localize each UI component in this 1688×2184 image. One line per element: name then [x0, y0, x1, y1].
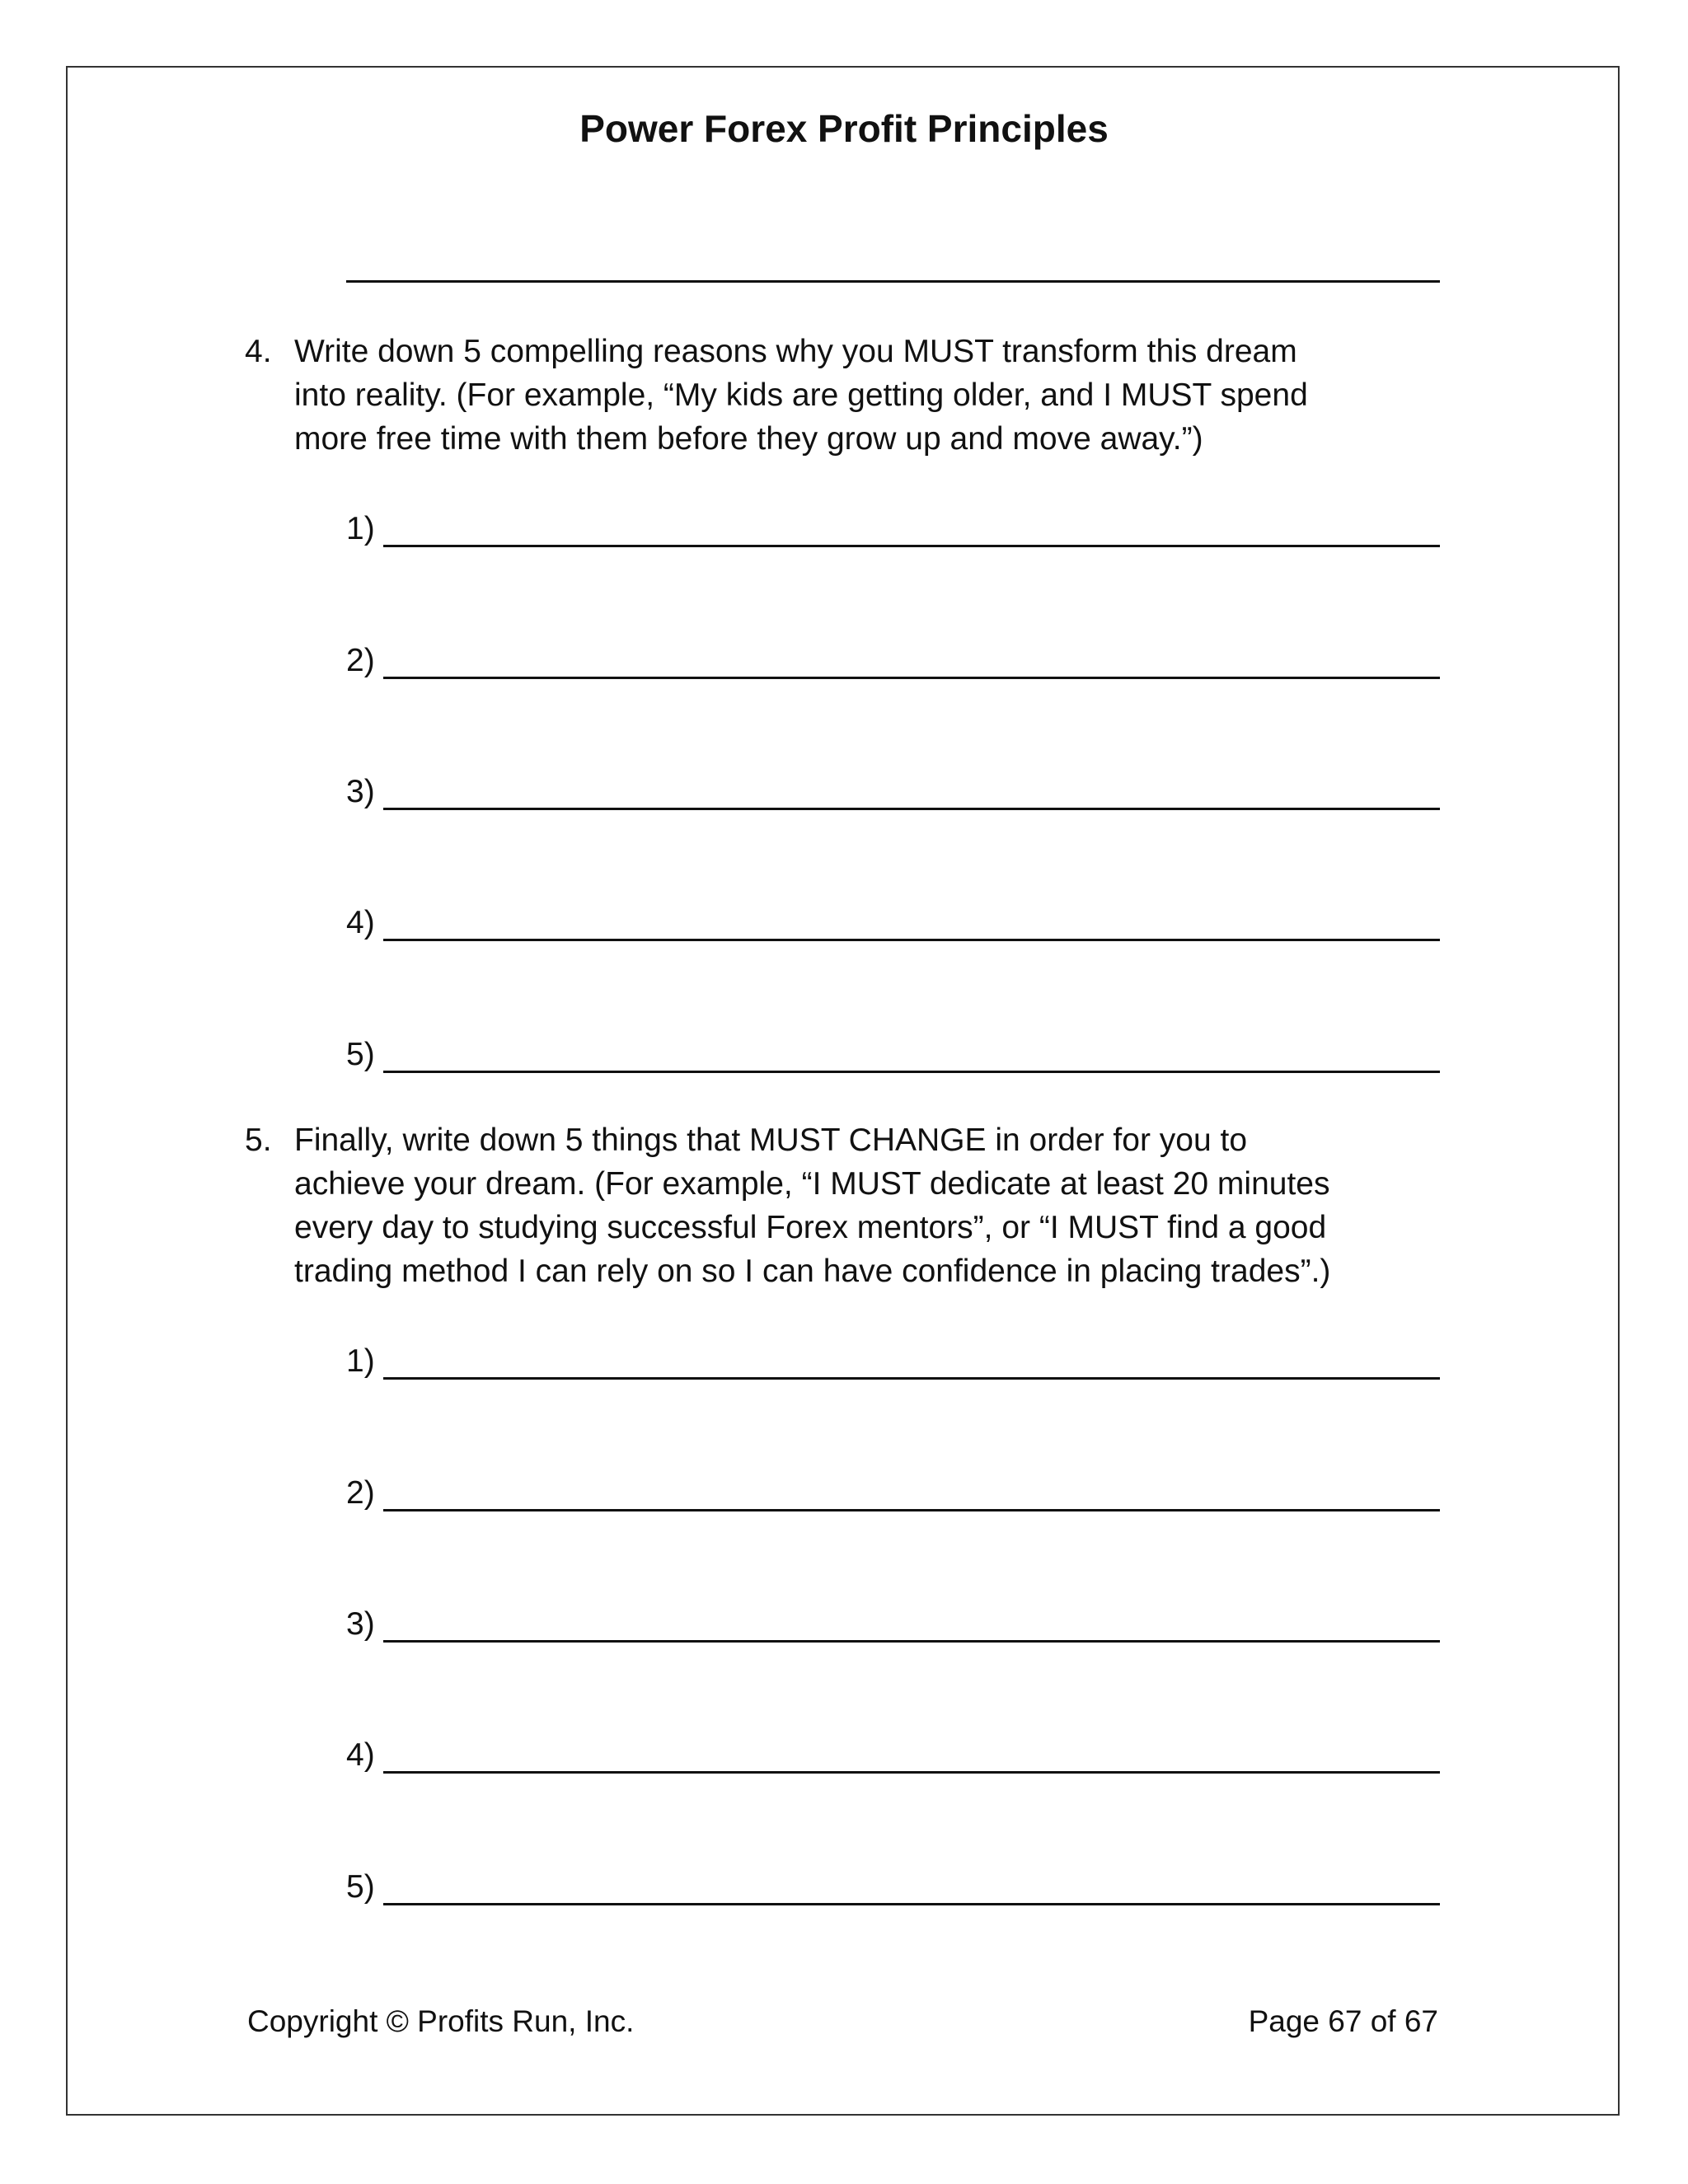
- answer-blank[interactable]: [383, 1509, 1440, 1511]
- answer-blank[interactable]: [383, 1071, 1440, 1073]
- question-4-number: 4.: [245, 334, 272, 369]
- page-number: Page 67 of 67: [1248, 2004, 1438, 2038]
- answer-label: 1): [346, 1343, 375, 1379]
- answer-blank[interactable]: [383, 677, 1440, 679]
- answer-blank[interactable]: [383, 1771, 1440, 1774]
- question-5-text: Finally, write down 5 things that MUST CHANGE in order for you to achieve your dream. (For example, “I MUST dedicate at least 20 minutes every day to studying successful Forex mentors”, or “I MUST find a good trading method I can rely on so I can have confidence in placing trades”.): [294, 1122, 1331, 1289]
- answer-label: 4): [346, 1737, 375, 1773]
- question-4: [245, 330, 1448, 461]
- answer-blank[interactable]: [383, 1903, 1440, 1905]
- question-5-number: 5.: [245, 1122, 272, 1158]
- answer-label: 5): [346, 1869, 375, 1905]
- answer-blank[interactable]: [383, 1640, 1440, 1643]
- answer-label: 3): [346, 1606, 375, 1642]
- answer-label: 1): [346, 511, 375, 546]
- question-4-text: Write down 5 compelling reasons why you MUST transform this dream into reality. (For example, “My kids are getting older, and I MUST spend more free time with them before they grow up and move away.”): [294, 334, 1308, 457]
- page-title: Power Forex Profit Principles: [579, 107, 1109, 150]
- blank-answer-line: [346, 280, 1440, 283]
- answer-blank[interactable]: [383, 939, 1440, 941]
- answer-blank[interactable]: [383, 1377, 1440, 1380]
- copyright-text: Copyright © Profits Run, Inc.: [247, 2004, 635, 2038]
- answer-label: 5): [346, 1037, 375, 1072]
- question-5: [245, 1118, 1448, 1293]
- answer-blank[interactable]: [383, 545, 1440, 547]
- answer-label: 2): [346, 643, 375, 678]
- answer-label: 3): [346, 774, 375, 809]
- answer-label: 2): [346, 1475, 375, 1511]
- answer-label: 4): [346, 905, 375, 940]
- answer-blank[interactable]: [383, 808, 1440, 810]
